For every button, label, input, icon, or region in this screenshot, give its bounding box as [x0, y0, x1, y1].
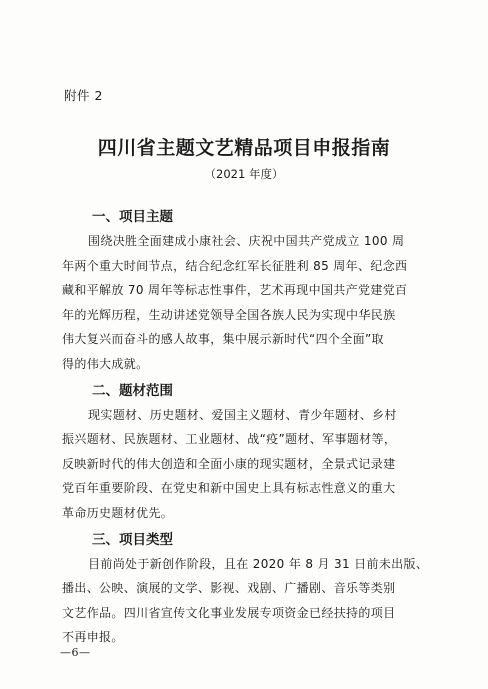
paragraph-line: 目前尚处于新创作阶段，且在 2020 年 8 月 31 日前未出版、 [88, 556, 429, 571]
section-paragraph-scope [62, 403, 430, 526]
paragraph-line: 播出、公映、演展的文学、影视、戏剧、广播剧、音乐等类别 [62, 581, 396, 596]
section-heading-scope: 二、题材范围 [92, 382, 173, 399]
section-paragraph-type [62, 552, 430, 650]
paragraph-line: 现实题材、历史题材、爱国主义题材、青少年题材、乡村 [88, 407, 397, 422]
paragraph-line: 围绕决胜全面建成小康社会、庆祝中国共产党成立 100 周 [88, 234, 405, 248]
paragraph-line: 不再申报。 [62, 630, 124, 645]
paragraph-line: 革命历史题材优先。 [62, 505, 174, 520]
document-body [62, 205, 430, 652]
section-heading-theme: 一、项目主题 [92, 209, 173, 225]
paragraph-line: 振兴题材、民族题材、工业题材、战“疫”题材、军事题材等， [62, 432, 397, 447]
section-paragraph-theme [62, 229, 430, 377]
paragraph-line: 党百年重要阶段、在党史和新中国史上具有标志性意义的重大 [62, 481, 396, 496]
paragraph-line: 得的伟大成就。 [62, 356, 149, 371]
section-heading-type: 三、项目类型 [92, 531, 173, 548]
page-number: —6— [60, 646, 91, 659]
paragraph-line: 年的光辉历程，生动讲述党领导全国各族人民为实现中华民族 [62, 307, 396, 322]
document-title: 四川省主题文艺精品项目申报指南 [97, 137, 391, 159]
paragraph-line: 年两个重大时间节点，结合纪念红军长征胜利 85 周年、纪念西 [62, 258, 408, 273]
paragraph-line: 文艺作品。四川省宣传文化事业发展专项资金已经扶持的项目 [62, 605, 396, 620]
attachment-label: 附件 2 [64, 88, 103, 103]
paragraph-line: 藏和平解放 70 周年等标志性事件，艺术再现中国共产党建党百 [62, 283, 408, 298]
paragraph-line: 反映新时代的伟大创造和全面小康的现实题材，全景式记录建 [62, 456, 396, 471]
document-subtitle: （2021 年度） [204, 167, 284, 181]
paragraph-line: 伟大复兴而奋斗的感人故事，集中展示新时代“四个全面”取 [62, 332, 384, 347]
